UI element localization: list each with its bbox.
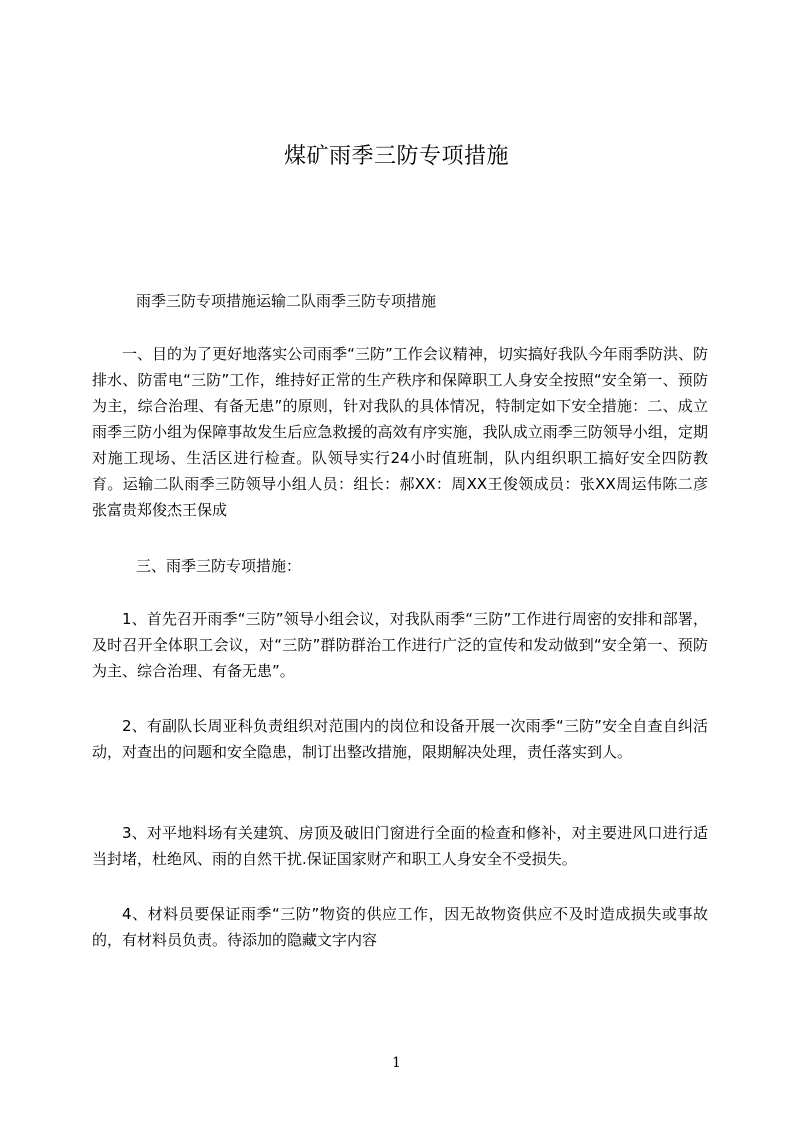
measure-4-paragraph: 4、材料员要保证雨季“三防”物资的供应工作，因无故物资供应不及时造成损失或事故的，有材料员负责。待添加的隐藏文字内容: [92, 905, 708, 949]
measure-1-paragraph: 1、首先召开雨季“三防”领导小组会议，对我队雨季“三防”工作进行周密的安排和部署，及时召开全体职工会议，对“三防”群防群治工作进行广泛的宣传和发动做到“安全第一、预防为主、综合治理、有备无患”。: [92, 610, 708, 680]
document-title: 煤矿雨季三防专项措施: [283, 144, 509, 169]
page-number: 1: [392, 1055, 401, 1071]
section-3-heading: 三、雨季三防专项措施：: [136, 557, 302, 575]
measure-3-paragraph: 3、对平地料场有关建筑、房顶及破旧门窗进行全面的检查和修补，对主要进风口进行适当封堵，杜绝风、雨的自然干扰.保证国家财产和职工人身安全不受损失。: [92, 824, 708, 868]
measure-2-paragraph: 2、有副队长周亚科负责组织对范围内的岗位和设备开展一次雨季“三防”安全自查自纠活动，对查出的问题和安全隐患，制订出整改措施，限期解决处理，责任落实到人。: [92, 717, 708, 761]
intro-line: 雨季三防专项措施运输二队雨季三防专项措施: [136, 292, 437, 310]
paragraph-purpose-and-team: 一、目的为了更好地落实公司雨季“三防”工作会议精神，切实搞好我队今年雨季防洪、防排水、防雷电“三防”工作，维持好正常的生产秩序和保障职工人身安全按照“安全第一、预防为主，综合治理、有备无患”的原则，针对我队的具体情况，特制定如下安全措施：二、成立雨季三防小组为保障事故发生后应急救援的高效有序实施，我队成立雨季三防领导小组，定期对施工现场、生活区进行检查。队领导实行24小时值班制，队内组织职工搞好安全四防教育。运输二队雨季三防领导小组人员：组长：郝XX：周XX王俊领成员：张XX周运伟陈二彦张富贵郑俊杰王保成: [92, 345, 708, 519]
